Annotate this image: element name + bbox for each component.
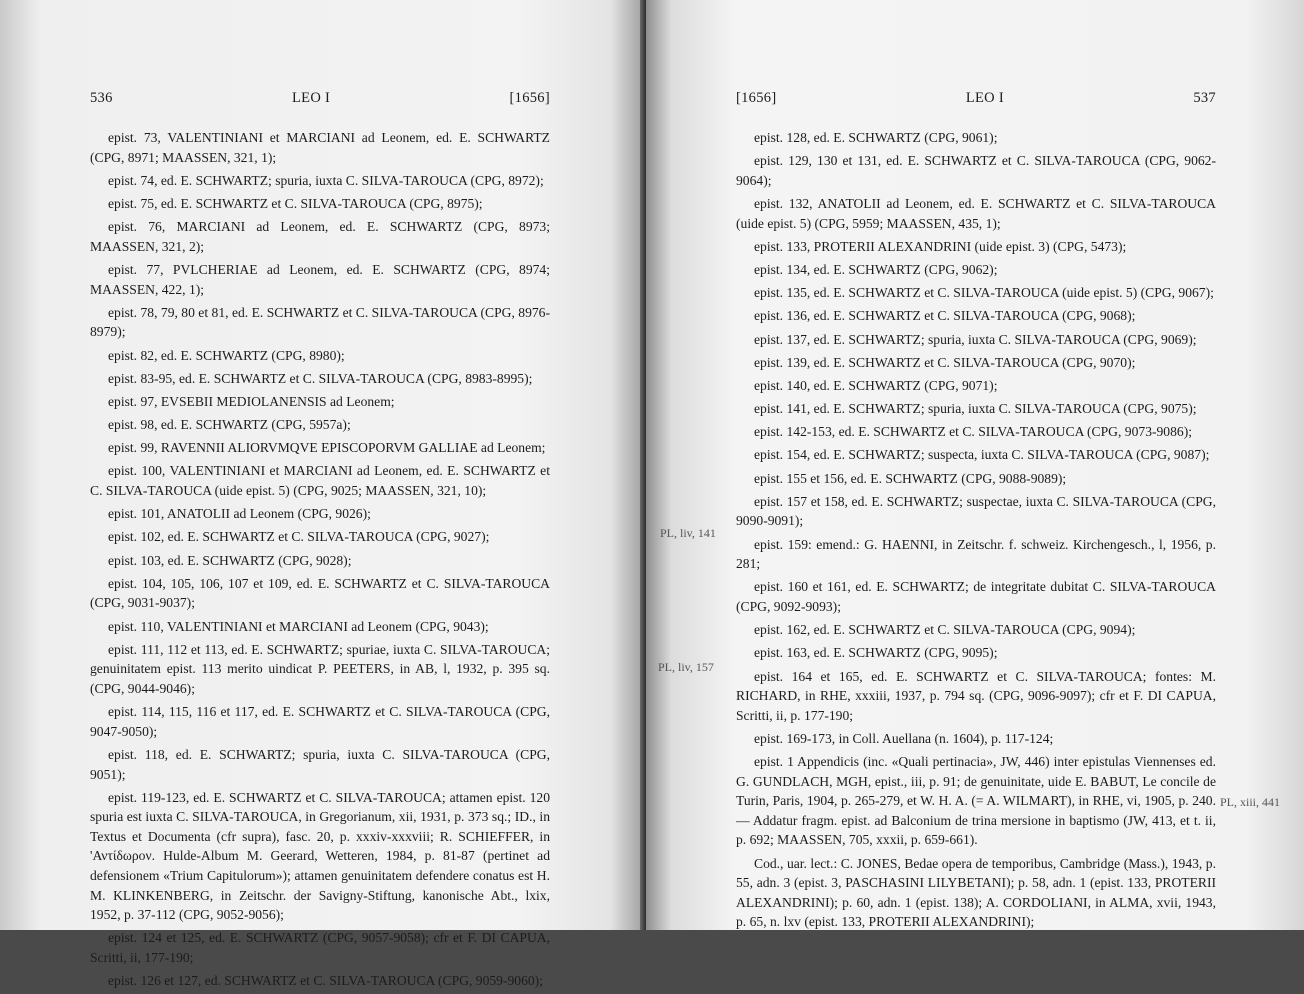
- margin-note: PL, liv, 157: [658, 660, 714, 674]
- right-text-column: [736, 128, 1216, 936]
- list-item: epist. 99, RAVENNII ALIORVMQVE EPISCOPORVM GALLIAE ad Leonem;: [108, 440, 546, 456]
- list-item: epist. 126 et 127, ed. SCHWARTZ et C. SILVA-TAROUCA (CPG, 9059-9060);: [108, 973, 543, 989]
- list-item: epist. 128, ed. E. SCHWARTZ (CPG, 9061);: [754, 130, 998, 145]
- list-item: epist. 157 et 158, ed. E. SCHWARTZ; suspectae, iuxta C. SILVA-TAROUCA (CPG, 9090-9091);: [736, 493, 1216, 529]
- list-item: epist. 110, VALENTINIANI et MARCIANI ad Leonem (CPG, 9043);: [108, 618, 489, 634]
- list-item: epist. 160 et 161, ed. E. SCHWARTZ; de integritate dubitat C. SILVA-TAROUCA (CPG, 9092-9093);: [736, 579, 1216, 614]
- list-item: epist. 162, ed. E. SCHWARTZ et C. SILVA-TAROUCA (CPG, 9094);: [754, 622, 1136, 638]
- list-item: epist. 114, 115, 116 et 117, ed. E. SCHWARTZ et C. SILVA-TAROUCA (CPG, 9047-9050);: [90, 704, 550, 739]
- list-item: epist. 75, ed. E. SCHWARTZ et C. SILVA-TAROUCA (CPG, 8975);: [108, 195, 483, 211]
- list-item: epist. 135, ed. E. SCHWARTZ et C. SILVA-TAROUCA (uide epist. 5) (CPG, 9067);: [754, 285, 1214, 301]
- list-item: epist. 142-153, ed. E. SCHWARTZ et C. SILVA-TAROUCA (CPG, 9073-9086);: [754, 424, 1193, 440]
- left-text-column: [90, 128, 550, 994]
- list-item: epist. 76, MARCIANI ad Leonem, ed. E. SCHWARTZ (CPG, 8973; MAASSEN, 321, 2);: [90, 219, 550, 254]
- list-item: epist. 118, ed. E. SCHWARTZ; spuria, iuxta C. SILVA-TAROUCA (CPG, 9051);: [90, 746, 550, 782]
- list-item: epist. 163, ed. E. SCHWARTZ (CPG, 9095);: [754, 645, 998, 661]
- list-item: epist. 159: emend.: G. HAENNI, in Zeitschr. f. schweiz. Kirchengesch., l, 1956, p. 281;: [736, 536, 1216, 572]
- list-item: epist. 100, VALENTINIANI et MARCIANI ad Leonem, ed. E. SCHWARTZ et C. SILVA-TAROUCA (uide epist. 5) (CPG, 9025; MAASSEN, 321, 10);: [90, 463, 550, 499]
- section-number: [1656]: [736, 90, 777, 106]
- list-item: epist. 98, ed. E. SCHWARTZ (CPG, 5957a);: [108, 417, 351, 433]
- list-item: epist. 1 Appendicis (inc. «Quali pertinacia», JW, 446) inter epistulas Viennenses ed. G. GUNDLACH, MGH, epist., iii, p. 91; de genuinitate, uide E. BABUT, Le concile de Turin, Paris, 1904, p. 265-279, et W. H. A. (= A. WILMART), in RHE, vi, 1905, p. 240. — Addatur fragm. epist. ad Balconium de trina mersione in baptismo (JW, 413, et t. ii, p. 692; MAASSEN, 705, xxxii, p. 659-661).: [736, 754, 1216, 848]
- list-item: epist. 124 et 125, ed. E. SCHWARTZ (CPG, 9057-9058); cfr et F. DI CAPUA, Scritti, ii, 177-190;: [90, 930, 550, 966]
- right-running-head: [736, 90, 1216, 107]
- page-number: 536: [90, 90, 113, 106]
- list-item: epist. 104, 105, 106, 107 et 109, ed. E. SCHWARTZ et C. SILVA-TAROUCA (CPG, 9031-9037);: [90, 575, 550, 611]
- list-item: epist. 140, ed. E. SCHWARTZ (CPG, 9071);: [754, 377, 998, 393]
- list-item: epist. 141, ed. E. SCHWARTZ; spuria, iuxta C. SILVA-TAROUCA (CPG, 9075);: [754, 401, 1197, 417]
- list-item: epist. 155 et 156, ed. E. SCHWARTZ (CPG, 9088-9089);: [754, 470, 1067, 486]
- left-running-head: [90, 90, 550, 107]
- list-item: epist. 119-123, ed. E. SCHWARTZ et C. SILVA-TAROUCA; attamen epist. 120 spuria est iuxta C. SILVA-TAROUCA, in Gregorianum, xii, 1931, p. 373 sq.; ID., in Textus et Documenta (cfr supra), fasc. 20, p. xxxiv-xxxviii; R. SCHIEFFER, in 'Αντίδωρον. Hulde-Album M. Geerard, Wetteren, 1984, p. 81-87 (pertinet ad defensionem «Trium Capitulorum»); attamen genuinitatem defendere conatus est H. M. KLINKENBERG, in Zeitschr. der Savigny-Stiftung, kanonische Abt., lxix, 1952, p. 37-112 (CPG, 9052-9056);: [90, 789, 550, 923]
- section-number: [1656]: [509, 90, 550, 106]
- list-item: epist. 137, ed. E. SCHWARTZ; spuria, iuxta C. SILVA-TAROUCA (CPG, 9069);: [754, 331, 1197, 347]
- list-item: epist. 77, PVLCHERIAE ad Leonem, ed. E. SCHWARTZ (CPG, 8974; MAASSEN, 422, 1);: [90, 261, 550, 297]
- list-item: epist. 97, EVSEBII MEDIOLANENSIS ad Leonem;: [108, 393, 395, 409]
- list-item: epist. 139, ed. E. SCHWARTZ et C. SILVA-TAROUCA (CPG, 9070);: [754, 354, 1136, 370]
- list-item: epist. 78, 79, 80 et 81, ed. E. SCHWARTZ et C. SILVA-TAROUCA (CPG, 8976-8979);: [90, 304, 550, 340]
- left-page: [0, 0, 646, 989]
- list-item: epist. 134, ed. E. SCHWARTZ (CPG, 9062);: [754, 261, 998, 277]
- list-item: epist. 132, ANATOLII ad Leonem, ed. E. SCHWARTZ et C. SILVA-TAROUCA (uide epist. 5) (CPG, 5959; MAASSEN, 435, 1);: [736, 195, 1216, 231]
- list-item: epist. 103, ed. E. SCHWARTZ (CPG, 9028);: [108, 552, 352, 568]
- page-number: 537: [1193, 90, 1216, 106]
- list-item: epist. 136, ed. E. SCHWARTZ et C. SILVA-TAROUCA (CPG, 9068);: [754, 308, 1136, 324]
- list-item: epist. 154, ed. E. SCHWARTZ; suspecta, iuxta C. SILVA-TAROUCA (CPG, 9087);: [754, 447, 1210, 463]
- margin-note: PL, liv, 141: [660, 526, 716, 540]
- running-title: LEO I: [965, 90, 1004, 106]
- list-item: epist. 129, 130 et 131, ed. E. SCHWARTZ et C. SILVA-TAROUCA (CPG, 9062-9064);: [736, 153, 1216, 188]
- list-item: epist. 102, ed. E. SCHWARTZ et C. SILVA-TAROUCA (CPG, 9027);: [108, 529, 490, 545]
- list-item: epist. 101, ANATOLII ad Leonem (CPG, 9026);: [108, 506, 371, 522]
- list-item: Cod., uar. lect.: C. JONES, Bedae opera de temporibus, Cambridge (Mass.), 1943, p. 55, adn. 3 (epist. 3, PASCHASINI LILYBETANI); p. 58, adn. 1 (epist. 133, PROTERII ALEXANDRINI); p. 60, adn. 1 (epist. 138); A. CORDOLIANI, in ALMA, xvii, 1943, p. 65, n. lxv (epist. 133, PROTERII ALEXANDRINI);: [736, 855, 1216, 930]
- right-page: [646, 0, 1304, 930]
- list-item: epist. 73, VALENTINIANI et MARCIANI ad Leonem, ed. E. SCHWARTZ (CPG, 8971; MAASSEN, 321, 1);: [90, 130, 550, 165]
- margin-note: PL, xiii, 441: [1220, 795, 1281, 809]
- list-item: epist. 111, 112 et 113, ed. E. SCHWARTZ; spuriae, iuxta C. SILVA-TAROUCA; genuinitatem epist. 113 merito uindicat P. PEETERS, in AB, l, 1932, p. 395 sq. (CPG, 9044-9046);: [90, 641, 550, 696]
- list-item: epist. 74, ed. E. SCHWARTZ; spuria, iuxta C. SILVA-TAROUCA (CPG, 8972);: [108, 172, 544, 188]
- running-title: LEO I: [292, 90, 331, 106]
- list-item: epist. 169-173, in Coll. Auellana (n. 1604), p. 117-124;: [754, 730, 1054, 746]
- list-item: epist. 133, PROTERII ALEXANDRINI (uide epist. 3) (CPG, 5473);: [754, 238, 1127, 254]
- list-item: epist. 164 et 165, ed. E. SCHWARTZ et C. SILVA-TAROUCA; fontes: M. RICHARD, in RHE, xxxiii, 1937, p. 794 sq. (CPG, 9096-9097); cfr et F. DI CAPUA, Scritti, ii, p. 177-190;: [736, 668, 1216, 723]
- list-item: epist. 82, ed. E. SCHWARTZ (CPG, 8980);: [108, 347, 345, 363]
- list-item: epist. 83-95, ed. E. SCHWARTZ et C. SILVA-TAROUCA (CPG, 8983-8995);: [108, 370, 533, 386]
